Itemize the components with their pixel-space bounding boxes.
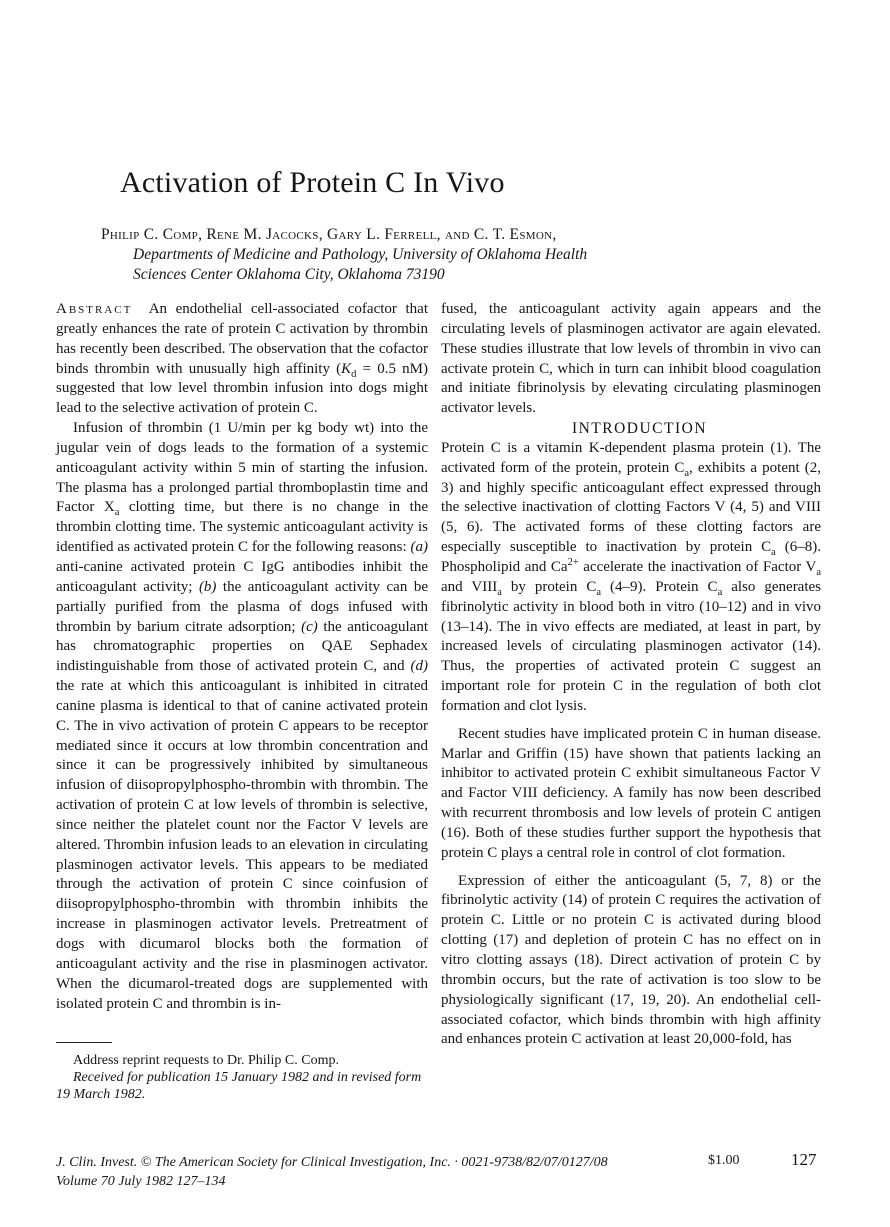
author-list: Philip C. Comp, Rene M. Jacocks, Gary L. Ferrell, and C. T. Esmon, <box>101 226 557 243</box>
intro-paragraph: Recent studies have implicated protein C in human disease. Marlar and Griffin (15) have shown that patients lacking an inhibitor to activated protein C exhibit simultaneous Factor V and Factor VIII deficiency. A family has now been described with recurrent thrombosis and low levels of protein C antigen (16). Both of these studies further support the hypothesis that protein C plays a central role in control of clot formation. <box>441 725 821 861</box>
abstract-paragraph: Infusion of thrombin (1 U/min per kg body wt) into the jugular vein of dogs leads to the formation of a systemic anticoagulant activity within 5 min of starting the infusion. The plasma has a prolonged partial thromboplastin time and Factor $X_a$ clotting time, but there is no change in the thrombin clotting time. The systemic anticoagulant activity is identified as activated protein C for the following reasons: (a) anti-canine activated protein C IgG antibodies inhibit the anticoagulant activity; (b) the anticoagulant activity can be partially purified from the plasma of dogs infused with thrombin by barium citrate adsorption; (c) the anticoagulant has chromatographic properties on QAE Sephadex indistinguishable from those of activated protein C, and (d) the rate at which this anticoagulant is inhibited in citrated canine plasma is identical to that of canine activated protein C. The in vivo activation of protein C appears to be receptor mediated since it occurs at low thrombin concentration and since it can be progressively inhibited by simultaneous infusion of diisopropylphospho-thrombin with thrombin. The activation of protein C at low levels of thrombin is selective, since neither the platelet count nor the Factor V levels are altered. Thrombin infusion leads to an elevation in circulating plasminogen activator levels. This appears to be mediated through the activation of protein C since coinfusion of diisopropylphospho-thrombin with thrombin inhibits the increase in plasminogen activator levels. Pretreatment of dogs with dicumarol blocks both the formation of anticoagulant activity and the rise in plasminogen activator. When the dicumarol-treated dogs are supplemented with isolated protein C and thrombin is in- <box>56 420 428 1012</box>
intro-paragraph: Protein C is a vitamin K-dependent plasma protein (1). The activated form of the protein, protein $C_a$, exhibits a potent (2, 3) and highly specific anticoagulant effect expressed through the selective inactivation of clotting Factors V (4, 5) and VIII (5, 6). The activated forms of these clotting factors are especially susceptible to inactivation by protein $C_a$ (6–8). Phospholipid and $Ca^{2+}$ accelerate the inactivation of Factor $V_a$ and $VIII_a$ by protein $C_a$ (4–9). Protein $C_a$ also generates fibrinolytic activity in blood both in vitro (10–12) and in vivo (13–14). The in vivo effects are mediated, at least in part, by increased levels of circulating plasminogen activator (14). Thus, the properties of activated protein C suggest an important role for protein C in the regulation of both clot formation and clot lysis. <box>441 439 822 714</box>
price: $1.00 <box>708 1153 740 1168</box>
footnote-rule <box>56 1042 112 1043</box>
abstract-label: Abstract <box>56 301 133 317</box>
affiliation-line: Departments of Medicine and Pathology, University of Oklahoma Health <box>133 246 588 263</box>
reprint-note: Address reprint requests to Dr. Philip C. Comp. <box>73 1053 339 1068</box>
right-column <box>441 300 821 1050</box>
paper-title: Activation of Protein C In Vivo <box>120 166 505 199</box>
page-number: 127 <box>791 1150 817 1169</box>
affiliation-line: Sciences Center Oklahoma City, Oklahoma 73190 <box>133 266 445 283</box>
section-heading-introduction: INTRODUCTION <box>571 420 708 438</box>
citation-line: J. Clin. Invest. © The American Society for Clinical Investigation, Inc. · 0021-9738/82/07/0127/08 <box>56 1155 608 1170</box>
volume-line: Volume 70 July 1982 127–134 <box>56 1174 226 1189</box>
left-column <box>56 300 428 1014</box>
affiliation <box>133 245 753 285</box>
journal-footer <box>56 1153 608 1191</box>
intro-paragraph: Expression of either the anticoagulant (5, 7, 8) or the fibrinolytic activity (14) of protein C requires the activation of protein C. Little or no protein C is activated during blood clotting (17) and depletion of protein C has no effect on in vitro clotting assays (18). Direct activation of protein C by thrombin occurs, but the rate of activation is too slow to be physiologically significant (17, 19, 20). An endothelial cell-associated cofactor, which binds thrombin with high affinity and enhances protein C activation at least 20,000-fold, has <box>441 872 821 1048</box>
abstract-paragraph: Abstract An endothelial cell-associated cofactor that greatly enhances the rate of protein C activation by thrombin has recently been described. The observation that the cofactor binds thrombin with unusually high affinity ($K_d = 0.5$ nM) suggested that low level thrombin infusion into dogs might lead to the selective activation of protein C. <box>56 301 428 417</box>
footnotes <box>56 1052 428 1103</box>
received-note: Received for publication 15 January 1982 and in revised form 19 March 1982. <box>56 1070 422 1102</box>
abstract-continuation: fused, the anticoagulant activity again appears and the circulating levels of plasminogen activator are again elevated. These studies illustrate that low levels of thrombin in vivo can activate protein C, which in turn can inhibit blood coagulation and initiate fibrinolysis by elevating circulating plasminogen activator levels. <box>441 301 821 417</box>
